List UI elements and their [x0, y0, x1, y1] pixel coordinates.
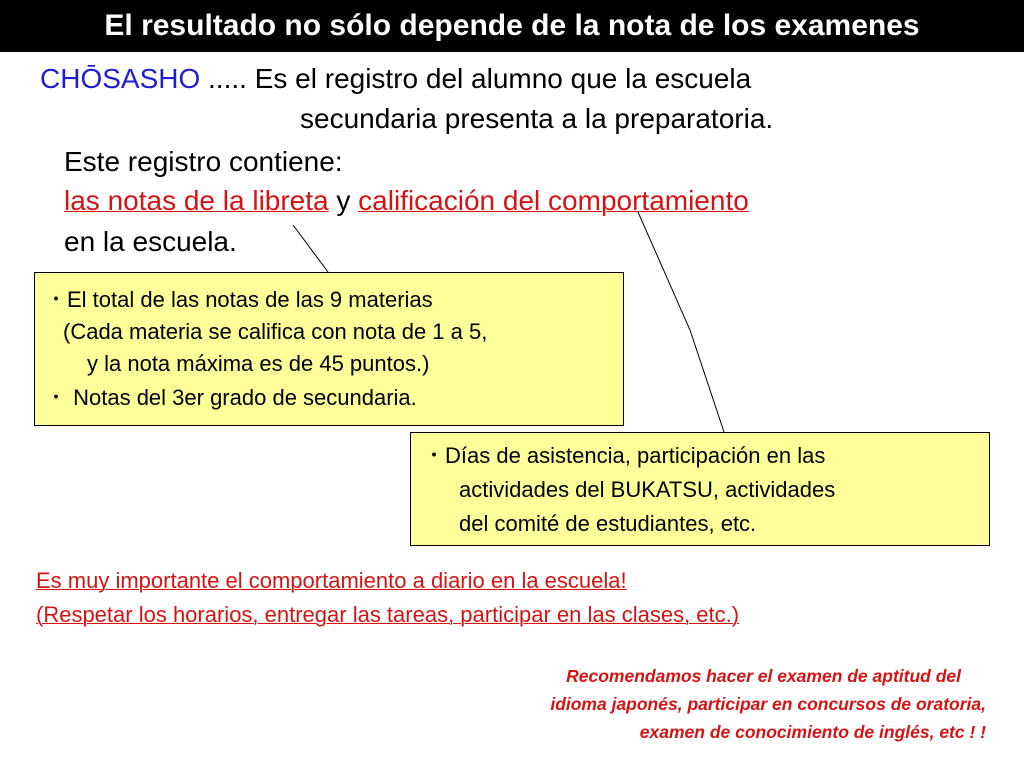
recommendation-line3: examen de conocimiento de inglés, etc ! ! [639, 722, 986, 742]
page-title-text: El resultado no sólo depende de la nota de los examenes [104, 9, 920, 42]
definition-text-line2: secundaria presenta a la preparatoria. [300, 103, 774, 134]
behavior-box-line3: del comité de estudiantes, etc. [459, 511, 757, 536]
recommendation-line1: Recomendamos hacer el examen de aptitud del [566, 666, 961, 686]
recommendation-line2: idioma japonés, participar en concursos de oratoria, [550, 694, 986, 714]
connector-behavior-line [638, 212, 724, 432]
contents-intro-text: Este registro contiene: [64, 146, 343, 177]
contents-line3-text: en la escuela. [64, 226, 237, 257]
grades-box-line2: (Cada materia se califica con nota de 1 a 5, [63, 319, 488, 344]
definition-text-line1: Es el registro del alumno que la escuela [254, 63, 752, 94]
importance-line2: (Respetar los horarios, entregar las tareas, participar en las clases, etc.) [36, 602, 740, 627]
behavior-box-line2: actividades del BUKATSU, actividades [459, 477, 836, 502]
item-behavior-link: calificación del comportamiento [358, 185, 749, 216]
definition-dots: ..... [200, 63, 255, 94]
grades-box [34, 272, 624, 426]
contents-connector: y [328, 185, 359, 216]
grades-box-line1: ・El total de las notas de las 9 materias [45, 287, 433, 312]
definition-term: CHŌSASHO [40, 63, 201, 94]
grades-box-line3: y la nota máxima es de 45 puntos.) [87, 351, 430, 376]
behavior-box-line1: ・Días de asistencia, participación en las [423, 443, 826, 468]
grades-box-line4: ・ Notas del 3er grado de secundaria. [45, 385, 417, 410]
importance-line1: Es muy importante el comportamiento a diario en la escuela! [36, 568, 627, 593]
behavior-box [410, 432, 990, 546]
connector-grades-line [293, 225, 328, 272]
item-grades-link: las notas de la libreta [64, 185, 329, 216]
